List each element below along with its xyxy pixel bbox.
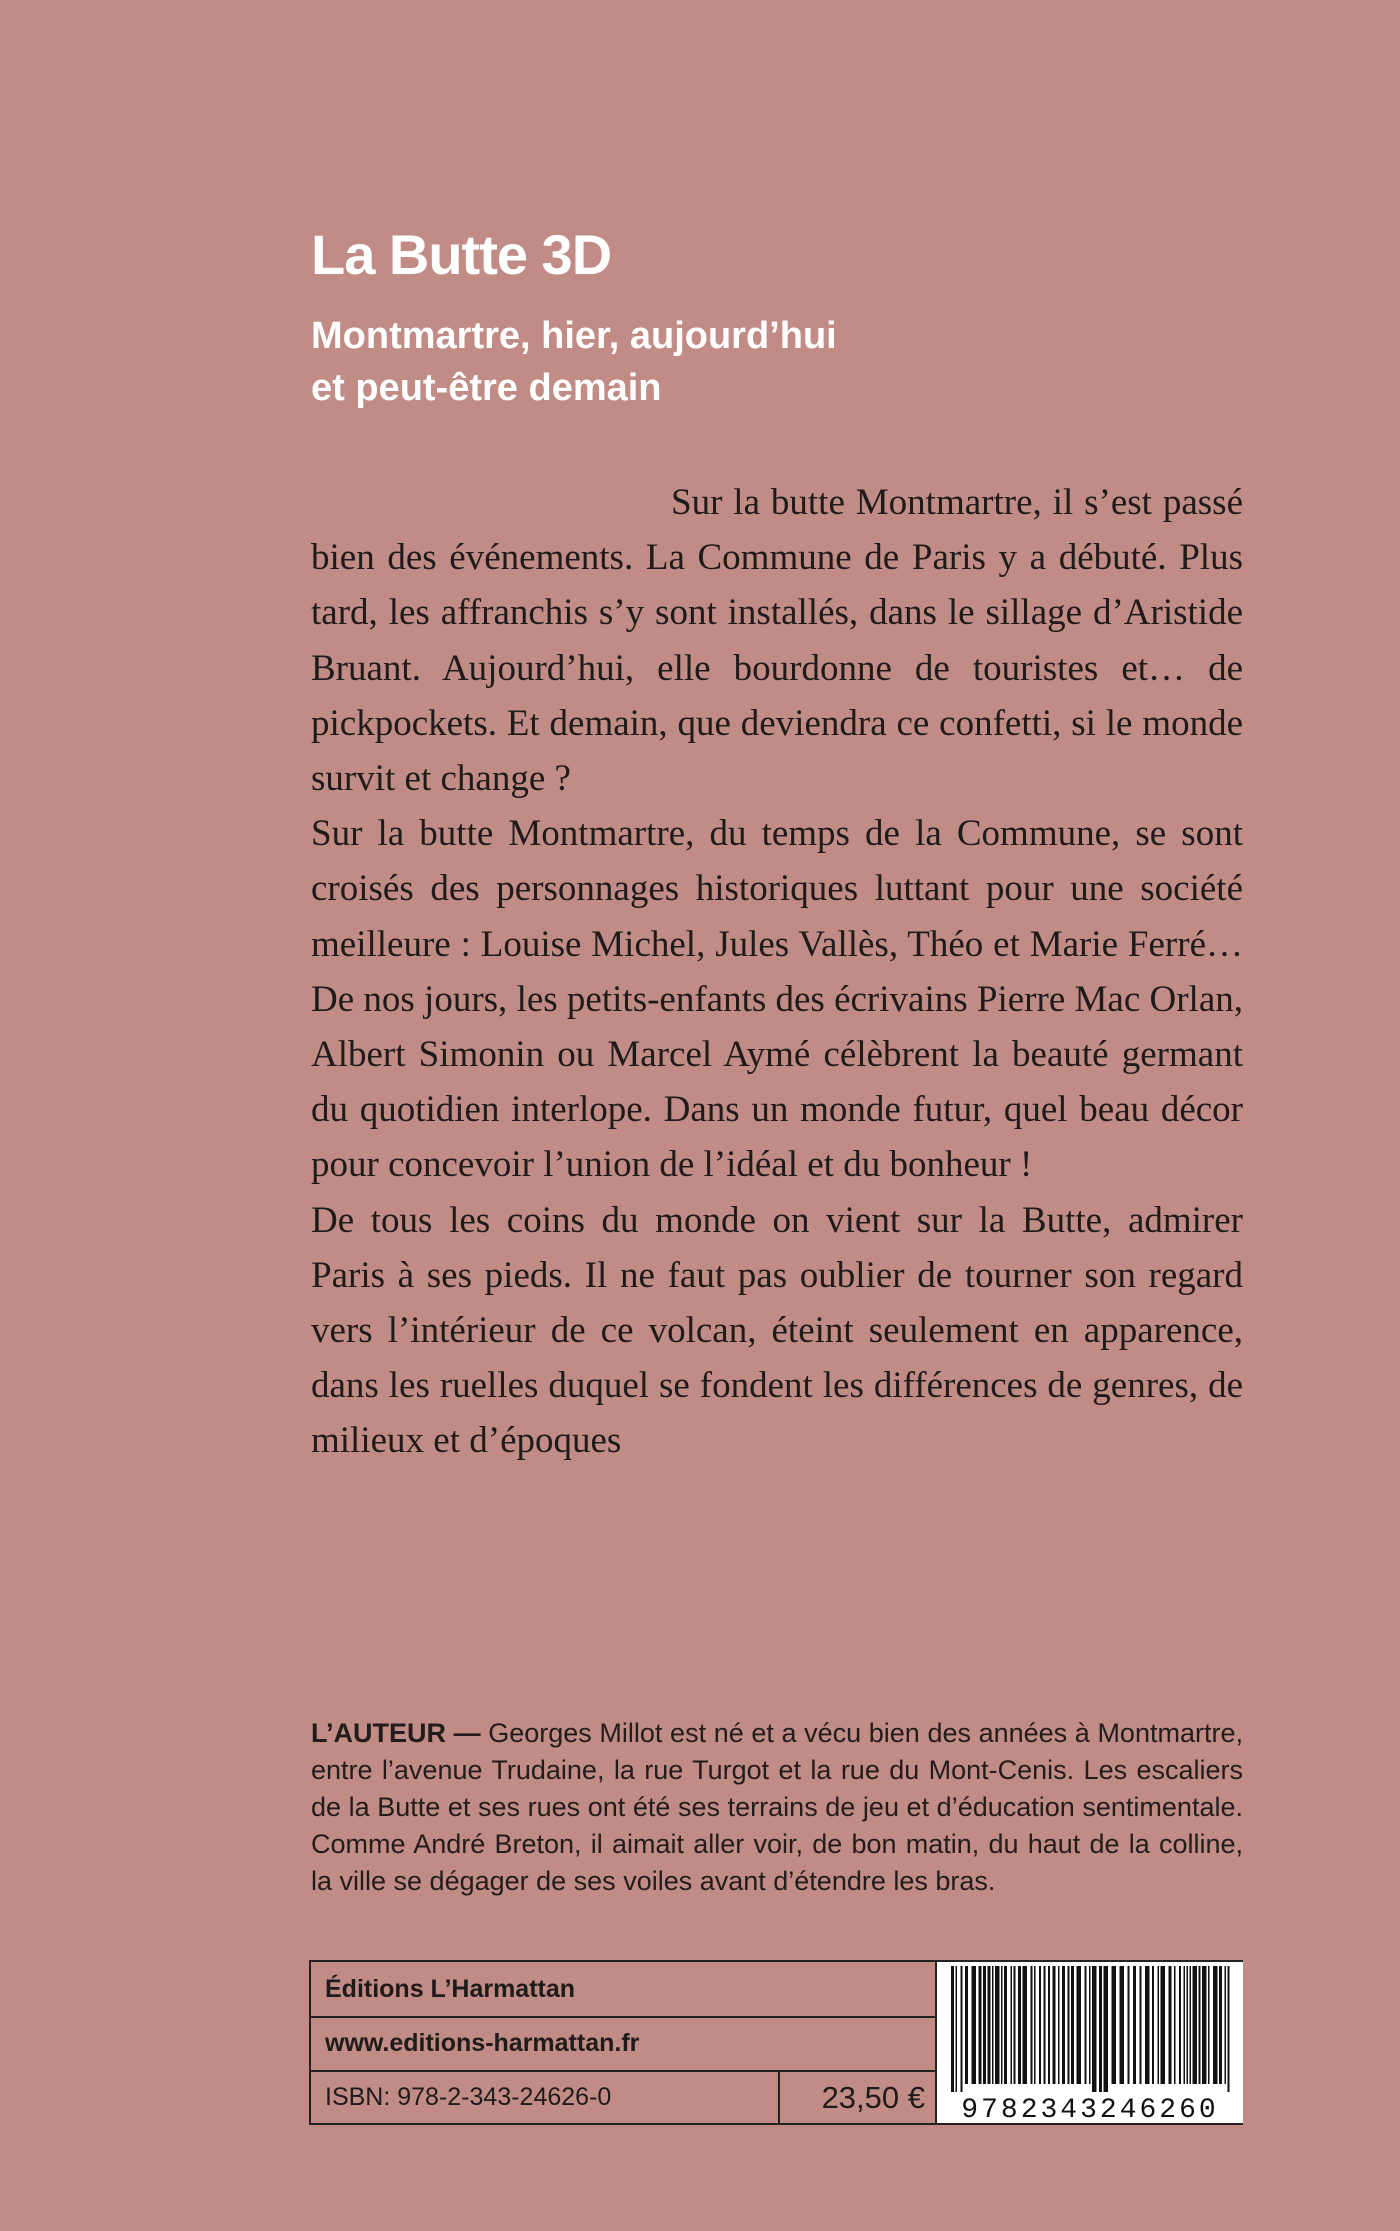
publisher-row [311,1962,935,2018]
barcode-bar [1202,1966,1207,2084]
barcode-bar [1104,1966,1109,2092]
barcode-bar [951,1966,954,2092]
barcode-graphic [937,1962,1243,2123]
barcode-bar [1053,1966,1056,2084]
barcode-bar [995,1966,1000,2084]
barcode-bar [1161,1966,1166,2084]
barcode-bar [1225,1966,1227,2084]
barcode-bar [1187,1966,1189,2084]
description-paragraph-3: De tous les coins du monde on vient sur la Butte, admirer Paris à ses pieds. Il ne faut pas oublier de tourner son regard vers l’intérieur de ce volcan, éteint seulement en apparence, dans les ruelles duquel se fondent les différences de genres, de milieux et d’époques [311,1199,1243,1462]
barcode-bar [1174,1966,1176,2084]
barcode-bar [1140,1966,1142,2084]
barcode-bar [1228,1966,1230,2092]
barcode-bar [1193,1966,1198,2084]
barcode-bar [979,1966,982,2084]
barcode-bar [1011,1966,1013,2084]
price: 23,50 € [778,2070,935,2125]
barcode-bar [992,1966,994,2084]
barcode-bar [1071,1966,1074,2084]
book-title: La Butte 3D [311,223,612,286]
barcode-bar [1133,1966,1136,2084]
barcode-bar [1062,1966,1065,2084]
barcode-bar [1077,1966,1082,2084]
back-cover-description [311,475,1243,1469]
barcode-bars [951,1966,1230,2092]
barcode-bar [1048,1966,1050,2084]
barcode-bar [1128,1966,1130,2084]
barcode-bar [1158,1966,1160,2084]
author-bio [311,1715,1243,1900]
barcode-number: 9782343246260 [961,2095,1219,2123]
barcode-bar [1004,1966,1007,2084]
publisher-info-box [309,1960,1243,2125]
barcode-bar [1145,1966,1150,2084]
publisher-name: Éditions L’Harmattan [325,1975,576,2003]
website-row [311,2016,935,2072]
barcode-bar [1034,1966,1036,2084]
barcode-bar [983,1966,986,2084]
barcode-bar [1219,1966,1222,2084]
subtitle-line-2: et peut-être demain [311,367,662,409]
barcode-bar [1213,1966,1218,2084]
barcode-bar [1001,1966,1003,2084]
barcode-bar [1058,1966,1060,2084]
book-subtitle [311,310,1011,414]
barcode-bar [1120,1966,1125,2084]
barcode-bar [1023,1966,1028,2084]
barcode-bar [1184,1966,1186,2084]
barcode-bar [1068,1966,1070,2084]
barcode-bar [1039,1966,1041,2084]
publisher-website: www.editions-harmattan.fr [325,2029,640,2057]
barcode-bar [1031,1966,1033,2084]
barcode-bar [961,1966,963,2092]
barcode-bar [1044,1966,1046,2084]
barcode-bar [1018,1966,1021,2084]
barcode-bar [1014,1966,1016,2084]
barcode-bar [988,1966,991,2084]
barcode-bar [1190,1966,1192,2084]
barcode-bar [1092,1966,1097,2092]
barcode-bar [1208,1966,1210,2084]
barcode-bar [972,1966,977,2084]
description-paragraph-1: Sur la butte Montmartre, il s’est passé bien des événements. La Commune de Paris y a débuté. Plus tard, les affranchis s’y sont installés, dans le sillage d’Aristide Bruant. Aujourd’hui, elle bourdonne de touristes et… de pickpockets. Et demain, que deviendra ce confetti, si le monde survit et change ? [311,482,1243,800]
barcode-bar [965,1966,968,2084]
description-paragraph-2: Sur la butte Montmartre, du temps de la Commune, se sont croisés des personnages historiques luttant pour une société meilleure : Louise Michel, Jules Vallès, Théo et Marie Ferré… De nos jours, les petits-enfants des écrivains Pierre Mac Orlan, Albert Simonin ou Marcel Aymé célèbrent la beauté germant du quotidien interlope. Dans un monde futur, quel beau décor pour concevoir l’union de l’idéal et du bonheur ! [311,813,1243,1186]
barcode-bar [1085,1966,1087,2084]
barcode-bar [1099,1966,1102,2092]
author-text: Georges Millot est né et a vécu bien des années à Montmartre, entre l’avenue Trudaine, la rue Turgot et la rue du Mont-Cenis. Les escaliers de la Butte et ses rues ont été ses terrains de jeu et d’éducation sentimentale. Comme André Breton, il aimait aller voir, de bon matin, du haut de la colline, la ville se dégager de ses voiles avant d’étendre les bras. [311,1718,1243,1896]
isbn: ISBN: 978-2-343-24626-0 [325,2083,612,2111]
barcode-bar [1112,1966,1117,2084]
isbn-barcode [935,1962,1243,2123]
barcode-bar [1169,1966,1172,2084]
barcode-bar [956,1966,958,2092]
author-label: L’AUTEUR — [311,1718,481,1748]
barcode-bar [1152,1966,1154,2084]
isbn-price-row [311,2070,935,2125]
barcode-bar [1179,1966,1181,2084]
subtitle-line-1: Montmartre, hier, aujourd’hui [311,315,837,357]
barcode-bar [1089,1966,1091,2084]
barcode-bar [1199,1966,1201,2084]
